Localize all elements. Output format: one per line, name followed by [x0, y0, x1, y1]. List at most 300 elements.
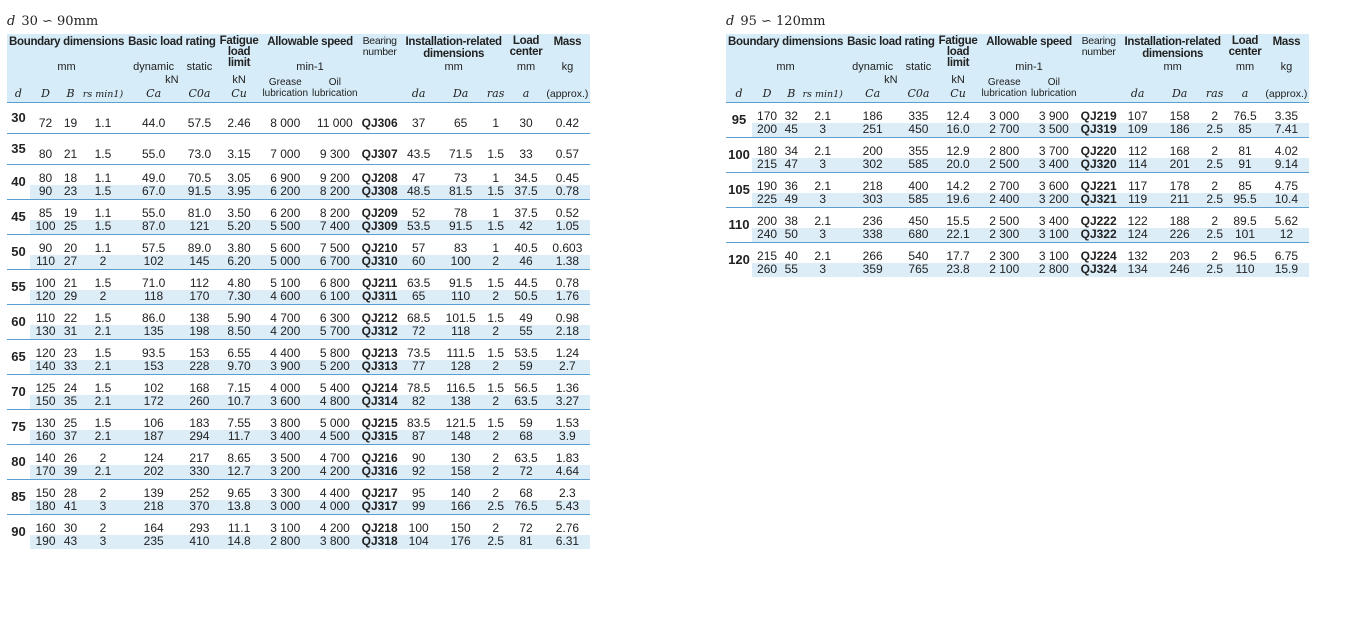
sym-D: D [30, 87, 61, 102]
table-cell: 95 [400, 479, 438, 500]
table-cell: 125 [30, 374, 61, 395]
table-cell: 23 [61, 339, 80, 360]
table-cell: 72 [508, 514, 545, 535]
table-cell: 148 [438, 430, 484, 445]
bearing-number-cell: QJ317 [361, 499, 398, 513]
table-cell: 150 [438, 514, 484, 535]
bearing-number-cell: QJ215 [360, 409, 400, 430]
left-section [7, 12, 590, 549]
header-min: min-1 [979, 60, 1078, 74]
table-cell: 11 000 [310, 102, 360, 133]
table-cell: 81 [508, 535, 545, 549]
table-cell: 2.1 [80, 325, 126, 340]
table-cell: 0.98 [544, 304, 590, 325]
table-cell: 246 [1157, 263, 1203, 277]
table-cell: 63.5 [508, 395, 545, 410]
bore-diameter: 30 [7, 102, 30, 133]
table-cell: 23 [61, 185, 80, 200]
table-cell: 2.1 [800, 137, 845, 158]
table-cell: 240 [752, 228, 782, 243]
table-cell: 73 [438, 164, 484, 185]
table-cell: 59 [508, 409, 545, 430]
table-cell: 183 [181, 409, 217, 430]
table-row [7, 500, 590, 515]
table-cell: 2 [484, 290, 508, 305]
sym-rs: rs min1) [80, 87, 126, 102]
table-cell: 101.5 [438, 304, 484, 325]
table-cell: 3.05 [218, 164, 261, 185]
table-row [7, 514, 590, 535]
table-cell: 1.1 [80, 164, 126, 185]
table-cell: 8 200 [310, 199, 360, 220]
table-cell: 3 [800, 228, 845, 243]
table-cell: 14.8 [218, 535, 261, 549]
table-cell: 49 [508, 304, 545, 325]
table-cell: 11.1 [218, 514, 261, 535]
table-cell: 8 200 [310, 185, 360, 200]
table-cell: 15.5 [937, 207, 980, 228]
table-cell: 1.5 [484, 220, 508, 235]
table-cell: 110 [438, 290, 484, 305]
table-cell: 190 [752, 172, 782, 193]
table-cell: 99 [400, 500, 438, 515]
table-cell: 49.0 [126, 164, 181, 185]
table-cell: 6.75 [1263, 242, 1309, 263]
table-cell: 42 [508, 220, 545, 235]
table-cell: 585 [900, 193, 936, 208]
sym-B: B [782, 87, 800, 102]
table-cell: 2.5 [1203, 158, 1227, 173]
table-row [7, 409, 590, 430]
table-cell: 158 [438, 465, 484, 480]
table-cell: 2.1 [80, 465, 126, 480]
table-cell: 80 [30, 164, 61, 185]
table-cell: 217 [181, 444, 217, 465]
table-cell: 5 800 [310, 339, 360, 360]
table-cell: 260 [752, 263, 782, 277]
table-cell: 164 [126, 514, 181, 535]
table-cell: 5 600 [260, 234, 310, 255]
table-cell: 81.0 [181, 199, 217, 220]
table-cell: 4 700 [260, 304, 310, 325]
table-cell: 19.6 [937, 193, 980, 208]
table-cell: 2 800 [979, 137, 1029, 158]
table-cell: 201 [1157, 158, 1203, 173]
table-cell: 2.5 [1203, 123, 1227, 138]
table-cell: 85 [30, 199, 61, 220]
table-cell: 5 100 [260, 269, 310, 290]
table-cell: 5 200 [310, 360, 360, 375]
sym-a: a [1227, 87, 1264, 102]
table-row [726, 123, 1309, 138]
table-row [7, 339, 590, 360]
table-row [7, 430, 590, 445]
table-row [7, 185, 590, 200]
table-cell: 10.4 [1263, 193, 1309, 208]
bore-diameter: 45 [7, 199, 30, 234]
table-cell: 112 [1119, 137, 1157, 158]
sym-da: da [1119, 87, 1157, 102]
table-cell: 77 [400, 360, 438, 375]
table-cell: 2.5 [484, 500, 508, 515]
table-cell: 9.65 [218, 479, 261, 500]
table-cell: 1.1 [80, 199, 126, 220]
table-row [7, 325, 590, 340]
table-cell: 12.9 [937, 137, 980, 158]
table-cell: 29 [61, 290, 80, 305]
table-row [726, 193, 1309, 208]
table-cell: 22.1 [937, 228, 980, 243]
table-cell: 0.78 [544, 269, 590, 290]
table-cell: 0.57 [544, 133, 590, 164]
table-cell: 5 500 [260, 220, 310, 235]
table-row [7, 269, 590, 290]
header-kg: kg [544, 60, 590, 74]
bearing-number-cell: QJ224 [1079, 242, 1119, 263]
table-cell: 46 [508, 255, 545, 270]
table-cell: 48.5 [400, 185, 438, 200]
table-cell: 3 500 [1029, 123, 1079, 138]
table-cell: 1.36 [544, 374, 590, 395]
table-cell: 335 [900, 102, 936, 123]
table-cell: 124 [1119, 228, 1157, 243]
table-cell: 24 [61, 374, 80, 395]
table-cell: 3.80 [218, 234, 261, 255]
table-cell: 211 [1157, 193, 1203, 208]
table-cell: 72 [508, 465, 545, 480]
table-cell: 251 [845, 123, 900, 138]
table-cell: 2 [80, 290, 126, 305]
table-cell: 338 [845, 228, 900, 243]
table-cell: 1.5 [80, 269, 126, 290]
table-cell: 26 [61, 444, 80, 465]
table-cell: 122 [1119, 207, 1157, 228]
table-cell: 3 000 [979, 102, 1029, 123]
table-cell: 1.5 [80, 409, 126, 430]
table-cell: 85 [1227, 123, 1264, 138]
header-min: min-1 [260, 60, 359, 74]
table-cell: 104 [400, 535, 438, 549]
header-dynamic: dynamic [845, 60, 900, 74]
table-cell: 83.5 [400, 409, 438, 430]
bore-diameter: 60 [7, 304, 30, 339]
table-cell: 87.0 [126, 220, 181, 235]
table-cell: 225 [752, 193, 782, 208]
table-cell: 4.80 [218, 269, 261, 290]
header-bearing: Bearing number [360, 34, 400, 74]
header-center-mm: mm [508, 60, 545, 74]
table-cell: 2 [484, 514, 508, 535]
bearing-number-cell: QJ212 [360, 304, 400, 325]
table-cell: 2 500 [979, 158, 1029, 173]
table-cell: 37.5 [508, 199, 545, 220]
table-cell: 82 [400, 395, 438, 410]
table-cell: 6 100 [310, 290, 360, 305]
table-cell: 121.5 [438, 409, 484, 430]
table-cell: 4 000 [310, 500, 360, 515]
sym-Da: Da [1157, 87, 1203, 102]
table-cell: 3 100 [1029, 242, 1079, 263]
table-cell: 2 [484, 255, 508, 270]
table-cell: 49 [782, 193, 800, 208]
table-cell: 4 200 [260, 325, 310, 340]
table-cell: 110 [30, 304, 61, 325]
header-speed: Allowable speed [979, 34, 1078, 60]
table-cell: 11.7 [218, 430, 261, 445]
bearing-number-cell: QJ320 [1080, 157, 1117, 171]
table-cell: 2.46 [218, 102, 261, 133]
table-cell: 3 400 [1029, 207, 1079, 228]
table-cell: 4 400 [260, 339, 310, 360]
table-cell: 6 300 [310, 304, 360, 325]
table-cell: 1.5 [484, 185, 508, 200]
table-row [7, 535, 590, 549]
table-cell: 40.5 [508, 234, 545, 255]
table-cell: 2 [484, 430, 508, 445]
table-cell: 120 [30, 339, 61, 360]
table-cell: 5.43 [544, 500, 590, 515]
sym-approx: (approx.) [546, 88, 589, 100]
table-cell: 153 [181, 339, 217, 360]
table-cell: 5 000 [260, 255, 310, 270]
table-cell: 1.1 [80, 102, 126, 133]
table-cell: 90 [30, 234, 61, 255]
bore-diameter: 100 [726, 137, 752, 172]
table-row [7, 199, 590, 220]
table-cell: 1.5 [484, 339, 508, 360]
table-cell: 176 [438, 535, 484, 549]
table-cell: 53.5 [508, 339, 545, 360]
table-cell: 10.7 [218, 395, 261, 410]
table-cell: 0.78 [544, 185, 590, 200]
header-install: Installation-related dimensions [400, 34, 508, 60]
bore-diameter: 40 [7, 164, 30, 199]
bore-diameter: 65 [7, 339, 30, 374]
table-cell: 140 [438, 479, 484, 500]
table-row [7, 360, 590, 375]
bore-diameter: 95 [726, 102, 752, 137]
header-kn: kN [126, 74, 218, 87]
table-cell: 187 [126, 430, 181, 445]
table-cell: 4 200 [310, 465, 360, 480]
table-cell: 70.5 [181, 164, 217, 185]
header-oil: Oil lubrication [310, 74, 360, 102]
table-cell: 19 [61, 102, 80, 133]
sym-Ca: Ca [126, 87, 181, 102]
bore-diameter: 90 [7, 514, 30, 549]
bore-diameter: 110 [726, 207, 752, 242]
table-cell: 43.5 [400, 133, 438, 164]
table-cell: 3.95 [218, 185, 261, 200]
table-cell: 7 000 [260, 133, 310, 164]
table-cell: 680 [900, 228, 936, 243]
bearing-number-cell: QJ316 [361, 464, 398, 478]
table-cell: 3.9 [544, 430, 590, 445]
bearing-number-cell: QJ313 [361, 359, 398, 373]
table-cell: 57 [400, 234, 438, 255]
table-cell: 91.5 [438, 220, 484, 235]
table-cell: 22 [61, 304, 80, 325]
table-cell: 90 [30, 185, 61, 200]
table-cell: 7 400 [310, 220, 360, 235]
sym-d: d [726, 87, 752, 102]
table-cell: 168 [181, 374, 217, 395]
table-cell: 3 [800, 263, 845, 277]
table-cell: 228 [181, 360, 217, 375]
table-cell: 540 [900, 242, 936, 263]
table-cell: 1 [484, 234, 508, 255]
bore-diameter: 55 [7, 269, 30, 304]
table-row [7, 304, 590, 325]
sym-D: D [752, 87, 782, 102]
header-mass: Mass [544, 34, 590, 60]
bore-diameter: 50 [7, 234, 30, 269]
table-cell: 130 [438, 444, 484, 465]
header-boundary: Boundary dimensions [7, 34, 126, 60]
table-cell: 3 [80, 535, 126, 549]
table-cell: 3 800 [260, 409, 310, 430]
table-cell: 180 [752, 137, 782, 158]
bore-diameter: 120 [726, 242, 752, 277]
table-cell: 2.18 [544, 325, 590, 340]
table-row [726, 102, 1309, 123]
header-install-mm: mm [1119, 60, 1227, 74]
bearing-table-left [7, 34, 590, 549]
header-kn: kN [845, 74, 937, 87]
table-cell: 359 [845, 263, 900, 277]
table-cell: 116.5 [438, 374, 484, 395]
table-cell: 153 [126, 360, 181, 375]
table-cell: 119 [1119, 193, 1157, 208]
table-row [7, 374, 590, 395]
header-speed: Allowable speed [260, 34, 359, 60]
header-static: static [181, 60, 217, 74]
table-cell: 1.5 [80, 339, 126, 360]
table-cell: 43 [61, 535, 80, 549]
table-cell: 20 [61, 234, 80, 255]
table-cell: 0.52 [544, 199, 590, 220]
table-cell: 3.15 [218, 133, 261, 164]
table-cell: 28 [61, 479, 80, 500]
sym-B: B [61, 87, 80, 102]
table-cell: 65 [438, 102, 484, 133]
table-row [726, 242, 1309, 263]
table-cell: 47 [400, 164, 438, 185]
table-cell: 2.1 [80, 430, 126, 445]
table-cell: 1.5 [80, 220, 126, 235]
table-cell: 1.5 [484, 374, 508, 395]
table-cell: 3 900 [260, 360, 310, 375]
table-cell: 585 [900, 158, 936, 173]
table-cell: 90 [400, 444, 438, 465]
table-cell: 25 [61, 409, 80, 430]
table-row [726, 263, 1309, 277]
header-fatigue-kn: kN [218, 74, 261, 87]
bearing-number-cell: QJ309 [361, 219, 398, 233]
table-cell: 12.4 [937, 102, 980, 123]
table-cell: 186 [1157, 123, 1203, 138]
table-cell: 355 [900, 137, 936, 158]
table-cell: 114 [1119, 158, 1157, 173]
table-cell: 135 [126, 325, 181, 340]
table-cell: 236 [845, 207, 900, 228]
table-cell: 1.24 [544, 339, 590, 360]
table-cell: 2.1 [80, 360, 126, 375]
table-cell: 3 400 [1029, 158, 1079, 173]
table-cell: 6 900 [260, 164, 310, 185]
header-mm: mm [7, 60, 126, 74]
header-mass: Mass [1263, 34, 1309, 60]
table-cell: 4.02 [1263, 137, 1309, 158]
table-cell: 93.5 [126, 339, 181, 360]
table-cell: 3 700 [1029, 137, 1079, 158]
table-cell: 2.1 [800, 242, 845, 263]
table-cell: 91.5 [181, 185, 217, 200]
table-cell: 410 [181, 535, 217, 549]
table-cell: 87 [400, 430, 438, 445]
table-cell: 7.55 [218, 409, 261, 430]
table-cell: 0.45 [544, 164, 590, 185]
left-section-title: d 30 ∽ 90mm [7, 14, 99, 29]
table-cell: 218 [126, 500, 181, 515]
bearing-number-cell: QJ306 [360, 102, 400, 133]
header-center-mm: mm [1227, 60, 1264, 74]
table-cell: 30 [508, 102, 545, 133]
bearing-number-cell: QJ208 [360, 164, 400, 185]
table-row [726, 172, 1309, 193]
table-cell: 20.0 [937, 158, 980, 173]
table-cell: 100 [30, 220, 61, 235]
table-cell: 100 [400, 514, 438, 535]
table-cell: 57.5 [126, 234, 181, 255]
table-cell: 59 [508, 360, 545, 375]
table-cell: 170 [30, 465, 61, 480]
table-cell: 4.64 [544, 465, 590, 480]
table-cell: 36 [782, 172, 800, 193]
table-cell: 1.1 [80, 234, 126, 255]
table-cell: 2.5 [1203, 228, 1227, 243]
bearing-number-cell: QJ324 [1080, 262, 1117, 276]
bearing-number-cell: QJ219 [1079, 102, 1119, 123]
bearing-number-cell: QJ322 [1080, 227, 1117, 241]
table-cell: 102 [126, 374, 181, 395]
table-cell: 89.0 [181, 234, 217, 255]
table-cell: 55 [508, 325, 545, 340]
table-cell: 3.27 [544, 395, 590, 410]
header-install-mm: mm [400, 60, 508, 74]
right-section-title: d 95 ∽ 120mm [726, 14, 826, 29]
table-cell: 6.31 [544, 535, 590, 549]
sym-C0a: C0a [900, 87, 936, 102]
table-cell: 124 [126, 444, 181, 465]
table-cell: 78 [438, 199, 484, 220]
table-cell: 2 800 [260, 535, 310, 549]
bearing-number-cell: QJ216 [360, 444, 400, 465]
table-cell: 2.5 [1203, 193, 1227, 208]
table-cell: 9 300 [310, 133, 360, 164]
table-cell: 112 [181, 269, 217, 290]
bearing-table-right [726, 34, 1309, 277]
table-row [7, 133, 590, 164]
table-cell: 2.3 [544, 479, 590, 500]
table-cell: 72 [400, 325, 438, 340]
table-cell: 160 [30, 514, 61, 535]
table-cell: 3.35 [1263, 102, 1309, 123]
table-cell: 3 600 [260, 395, 310, 410]
table-cell: 57.5 [181, 102, 217, 133]
table-cell: 3 300 [260, 479, 310, 500]
table-cell: 6 200 [260, 185, 310, 200]
